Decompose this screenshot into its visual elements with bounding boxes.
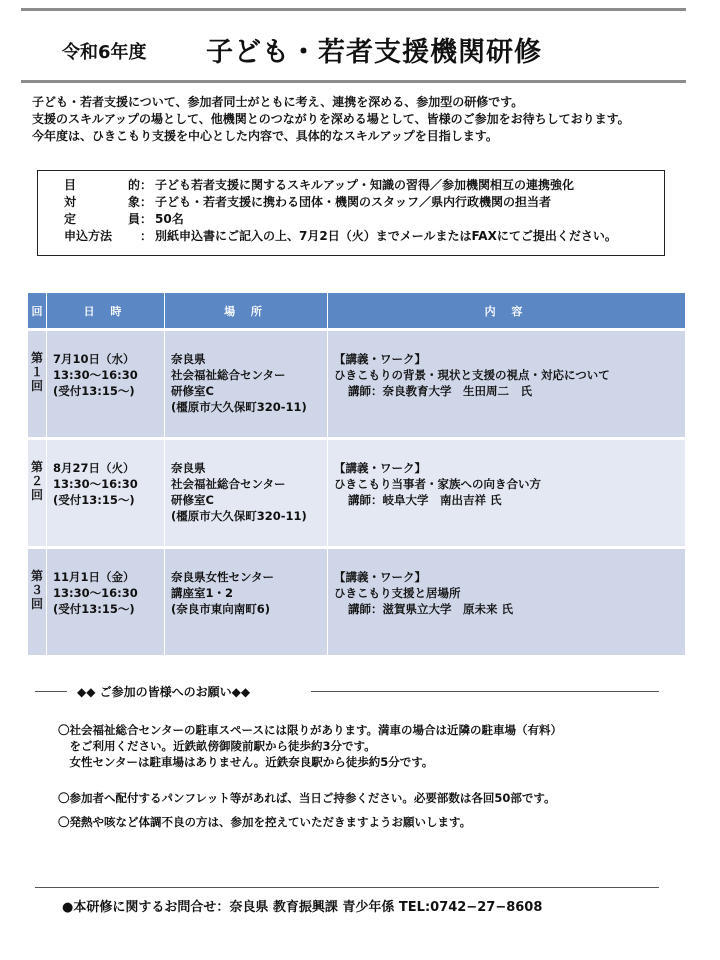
divider: [311, 691, 659, 692]
notice-heading-label: ◆◆ ご参加の皆様へのお願い◆◆: [77, 685, 251, 699]
intro-line: 子ども・若者支援について、参加者同士がともに考え、連携を深める、参加型の研修です。: [32, 95, 524, 109]
target-value: 子ども・若者支援に携わる団体・機関のスタッフ／県内行政機関の担当者: [155, 195, 552, 209]
page-title: 子ども・若者支援機関研修: [206, 37, 542, 68]
info-capacity: 定 員 ： 50名: [64, 212, 184, 226]
lecturer: 講師：岐阜大学 南出吉祥 氏: [348, 493, 502, 507]
schedule-header-row: [28, 293, 685, 330]
session-datetime: 8月27日（火） 13:30～16:30 (受付13:15～): [47, 439, 165, 548]
top-rule: [21, 8, 686, 11]
session-number: 第 ３ 回: [28, 548, 47, 656]
divider: [35, 691, 67, 692]
notice-parking: をご利用ください。近鉄畝傍御陵前駅から徒歩約3分です。: [58, 739, 376, 753]
session-place: 奈良県 社会福祉総合センター 研修室C (橿原市大久保町320-11): [165, 439, 328, 548]
header-place: 場 所: [165, 293, 328, 330]
table-row: [28, 330, 685, 439]
info-target: 対 象 ： 子ども・若者支援に携わる団体・機関のスタッフ／県内行政機関の担当者: [64, 195, 552, 209]
intro-text: [32, 94, 702, 145]
purpose-value: 子ども若者支援に関するスキルアップ・知識の習得／参加機関相互の連携強化: [155, 178, 575, 192]
footer-rule: [35, 887, 659, 888]
table-row: [28, 548, 685, 656]
title-row: [62, 30, 690, 70]
info-purpose: 目 的 ： 子ども若者支援に関するスキルアップ・知識の習得／参加機関相互の連携強化: [64, 178, 575, 192]
info-box: [37, 170, 665, 256]
notice-health: 〇発熱や咳など体調不良の方は、参加を控えていただきますようお願いします。: [58, 815, 472, 829]
info-apply: 申込方法 ： 別紙申込書にご記入の上、7月2日（火）までメールまたはFAXにてご提出ください。: [64, 229, 617, 243]
contact-info: ●本研修に関するお問合せ：奈良県 教育振興課 青少年係 TEL:0742−27−8608: [62, 900, 543, 915]
intro-line: 今年度は、ひきこもり支援を中心とした内容で、具体的なスキルアップを目指します。: [32, 129, 498, 143]
apply-value: 別紙申込書にご記入の上、7月2日（火）までメールまたはFAXにてご提出ください。: [155, 229, 617, 243]
intro-line: 支援のスキルアップの場として、他機関とのつながりを深める場として、皆様のご参加をお待ちしております。: [32, 112, 630, 126]
notice-heading: [35, 682, 659, 700]
session-place: 奈良県女性センター 講座室1・2 (奈良市東向南町6): [165, 548, 328, 656]
header-content: 内 容: [328, 293, 685, 330]
title-bottom-rule: [21, 80, 686, 83]
session-datetime: 11月1日（金） 13:30～16:30 (受付13:15～): [47, 548, 165, 656]
session-number: 第 ２ 回: [28, 439, 47, 548]
session-place: 奈良県 社会福祉総合センター 研修室C (橿原市大久保町320-11): [165, 330, 328, 439]
session-content: 【講義・ワーク】 ひきこもりの背景・現状と支援の視点・対応について 講師：奈良教育大学 生田周二 氏: [328, 330, 685, 439]
notice-parking: 女性センターは駐車場はありません。近鉄奈良駅から徒歩約5分です。: [58, 755, 434, 769]
header-datetime: 日 時: [47, 293, 165, 330]
notice-pamphlet: 〇参加者へ配付するパンフレット等があれば、当日ご持参ください。必要部数は各回50部です。: [58, 791, 556, 805]
schedule-table: [28, 293, 685, 655]
header-session: 回: [28, 293, 47, 330]
session-content: 【講義・ワーク】 ひきこもり当事者・家族への向き合い方 講師：岐阜大学 南出吉祥 氏: [328, 439, 685, 548]
notice-list: [58, 722, 688, 830]
session-number: 第 １ 回: [28, 330, 47, 439]
fiscal-year: 令和6年度: [62, 42, 147, 63]
table-row: [28, 439, 685, 548]
session-datetime: 7月10日（水） 13:30～16:30 (受付13:15～): [47, 330, 165, 439]
capacity-value: 50名: [155, 212, 184, 226]
session-content: 【講義・ワーク】 ひきこもり支援と居場所 講師：滋賀県立大学 原未来 氏: [328, 548, 685, 656]
lecturer: 講師：奈良教育大学 生田周二 氏: [348, 384, 533, 398]
lecturer: 講師：滋賀県立大学 原未来 氏: [348, 602, 514, 616]
notice-parking: 〇社会福祉総合センターの駐車スペースには限りがあります。満車の場合は近隣の駐車場（有料）: [58, 723, 563, 737]
